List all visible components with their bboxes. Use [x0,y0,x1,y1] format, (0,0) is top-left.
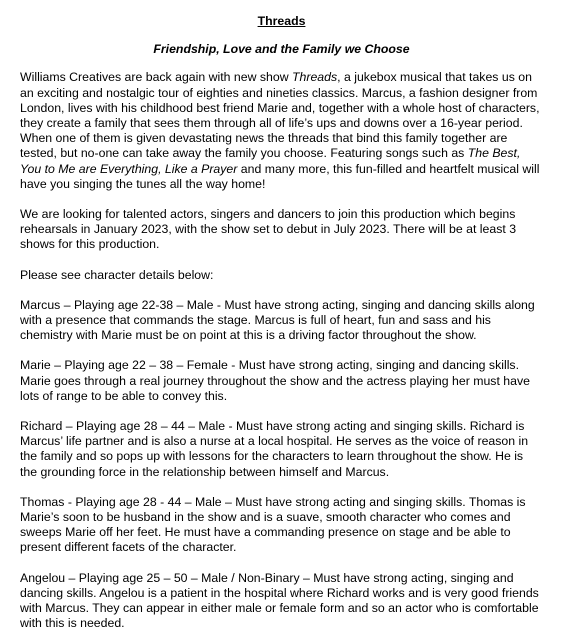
intro-paragraph [20,70,543,192]
intro-text-3: and many more, this fun-filled and heartfelt musical will have you singing the tunes all the way home! [20,161,540,191]
document-subtitle: Friendship, Love and the Family we Choose [153,42,410,57]
character-marie: Marie – Playing age 22 – 38 – Female - Must have strong acting, singing and dancing skills. Marie goes through a real journey throughout the show and the actress playing her must have lots of range to be able to convey this. [20,358,530,403]
casting-call-paragraph: We are looking for talented actors, singers and dancers to join this production which begins rehearsals in January 2023, with the show set to debut in July 2023. There will be at least 3 shows for this production. [20,207,517,252]
document-title: Threads [257,14,306,28]
song-list: The Best, You to Me are Everything, Like a Prayer [20,146,521,176]
character-marcus: Marcus – Playing age 22-38 – Male - Must have strong acting, singing and dancing skills along with a presence that commands the stage. Marcus is full of heart, fun and sass and his chemistry with Marie must be on point at this is a driving factor throughout the show. [20,297,535,343]
character-angelou: Angelou – Playing age 25 – 50 – Male / Non-Binary – Must have strong acting, singing and dancing skills. Angelou is a patient in the hospital where Richard works and is very good friends with Marcus. They can appear in either male or female form and so an actor who is comfortable with this is needed. [20,570,539,631]
intro-text-1: Williams Creatives are back again with new show [20,70,293,85]
intro-text-2: , a jukebox musical that takes us on an exciting and nostalgic tour of eighties and nineties classics. Marcus, a fashion designer from London, lives with his childhood best friend Marie and, together with a whole host of characters, they create a family that sees them through all of life’s ups and downs over a 16-year period. When one of them is given devastating news the threads that bind this family together are tested, but no-one can take away the family you choose. Featuring songs such as [20,70,540,161]
show-title: Threads [292,70,338,85]
character-richard: Richard – Playing age 28 – 44 – Male - Must have strong acting and singing skills. Richard is Marcus’ life partner and is also a nurse at a local hospital. He serves as the voice of reason in the family and so pops up with lessons for the characters to learn throughout the show. He is the grounding force in the relationship between himself and Marcus. [20,419,529,479]
character-thomas: Thomas - Playing age 28 - 44 – Male – Must have strong acting and singing skills. Thomas is Marie’s soon to be husband in the show and is a suave, smooth character who comes and sweeps Marie off her feet. He must have a commanding presence on stage and be able to present different facets of the character. [20,494,526,555]
character-intro: Please see character details below: [20,267,214,282]
